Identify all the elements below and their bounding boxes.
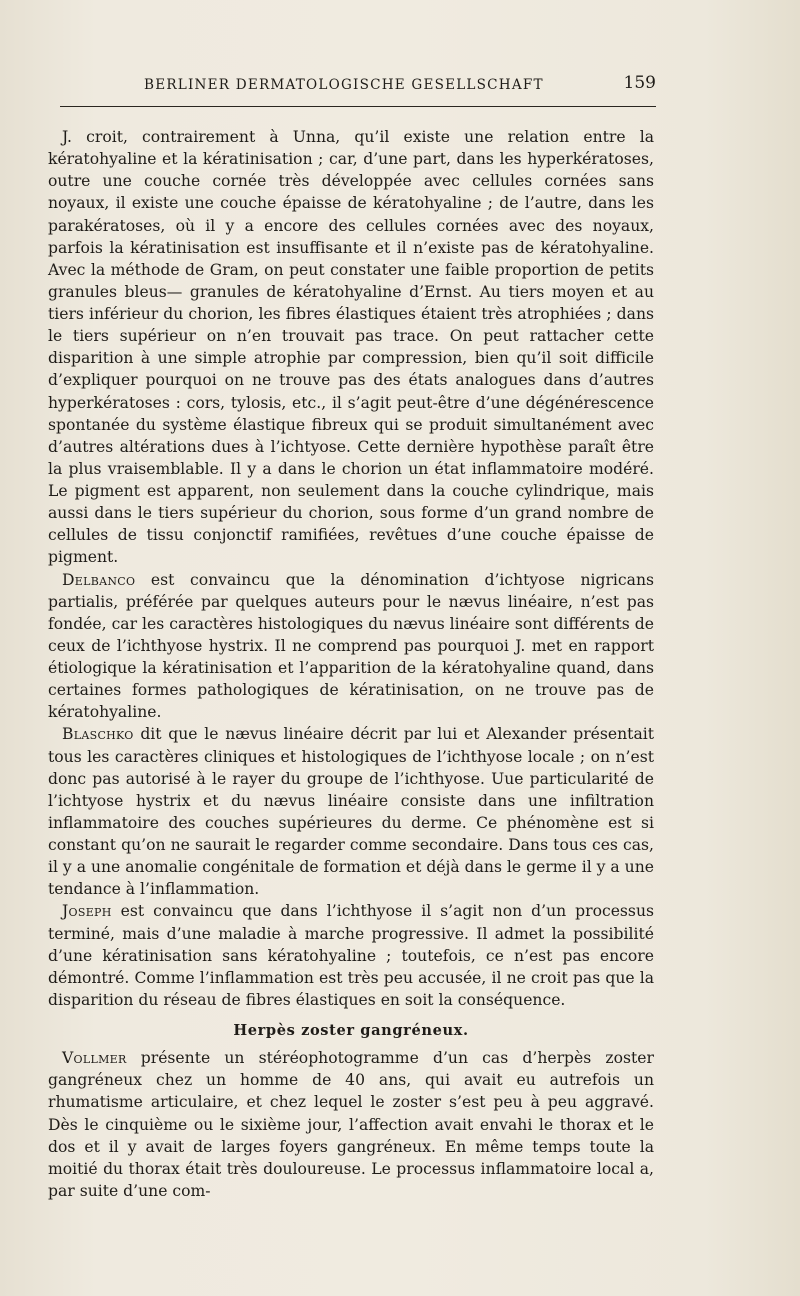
section-heading: Herpès zoster gangréneux. — [233, 1022, 469, 1039]
header-rule — [60, 106, 656, 107]
running-title: BERLINER DERMATOLOGISCHE GESELLSCHAFT — [144, 77, 544, 93]
paragraph-text: est convaincu que dans l’ichthyose il s’agit non d’un processus terminé, mais d’une maladie à marche progressive. Il admet la possibilité d’une kératinisation sans kératohyaline ; toutefois, ce n’est pas encore démontré. Comme l’inflammation est très peu accusée, il ne croit pas que la disparition du réseau de fibres élastiques en soit la conséquence. — [48, 902, 654, 1009]
paragraph-text: J. croit, contrairement à Unna, qu’il existe une relation entre la kératohyaline et la kératinisation ; car, d’une part, dans les hyperkératoses, outre une couche cornée très développée avec cellules cornées sans noyaux, il existe une couche épaisse de kératohyaline ; de l’autre, dans les parakératoses, où il y a encore des cellules cornées avec des noyaux, parfois la kératinisation est insuffisante et il n’existe pas de kératohyaline. Avec la méthode de Gram, on peut constater une faible proportion de petits granules bleus— granules de kératohyaline d’Ernst. Au tiers moyen et au tiers inférieur du chorion, les fibres élastiques étaient très atrophiées ; dans le tiers supérieur on n’en trouvait pas trace. On peut rattacher cette disparition à une simple atrophie par compression, bien qu’il soit difficile d’expliquer pourquoi on ne trouve pas des états analogues dans d’autres hyperkératoses : cors, tylosis, etc., il s’agit peut-être d’une dégénérescence spontanée du système élastique fibreux qui se produit simultanément avec d’autres altérations dues à l’ichtyose. Cette dernière hypothèse paraît être la plus vraisemblable. Il y a dans le chorion un état inflammatoire modéré. Le pigment est apparent, non seulement dans la couche cylindrique, mais aussi dans le tiers supérieur du chorion, sous forme d’un grand nombre de cellules de tissu conjonctif ramifiées, revêtues d’une couche épaisse de pigment. — [48, 128, 654, 567]
paragraph-text: présente un stéréophotogramme d’un cas d’herpès zoster gangréneux chez un homme de 40 ans, qui avait eu autrefois un rhumatisme articulaire, et chez lequel le zoster s’est peu à peu aggravé. Dès le cinquième ou le sixième jour, l’affection avait envahi le thorax et le dos et il y avait de larges foyers gangréneux. En même temps toute la moitié du thorax était très douloureuse. Le processus inflammatoire local a, par suite d’une com- — [48, 1049, 654, 1200]
paragraph — [48, 1047, 654, 1202]
body-text — [48, 126, 654, 1202]
paragraph — [48, 569, 654, 724]
speaker-name: Joseph — [62, 902, 112, 921]
paragraph — [48, 900, 654, 1011]
paragraph-text: est convaincu que la dénomination d’ichtyose nigricans partialis, préférée par quelques auteurs pour le nævus linéaire, n’est pas fondée, car les caractères histologiques du nævus linéaire sont différents de ceux de l’ichthyose hystrix. Il ne comprend pas pourquoi J. met en rapport étiologique la kératinisation et l’apparition de la kératohyaline quand, dans certaines formes pathologiques de kératinisation, on ne trouve pas de kératohyaline. — [48, 570, 654, 722]
paragraph — [48, 723, 654, 900]
paragraph — [48, 126, 654, 569]
speaker-name: Vollmer — [62, 1049, 127, 1068]
paragraph-text: dit que le nævus linéaire décrit par lui et Alexander présentait tous les caractères cliniques et histologiques de l’ichthyose locale ; on n’est donc pas autorisé à le rayer du groupe de l’ichthyose. Uue particularité de l’ichtyose hystrix et du nævus linéaire consiste dans une infiltration inflammatoire des couches supérieures du derme. Ce phénomène est si constant qu’on ne saurait le regarder comme secondaire. Dans tous ces cas, il y a une anomalie congénitale de formation et déjà dans le germe il y a une tendance à l’inflammation. — [48, 725, 654, 899]
speaker-name: Blaschko — [62, 725, 134, 744]
page-header — [60, 73, 656, 99]
speaker-name: Delbanco — [62, 570, 136, 589]
page-number: 159 — [623, 73, 656, 93]
